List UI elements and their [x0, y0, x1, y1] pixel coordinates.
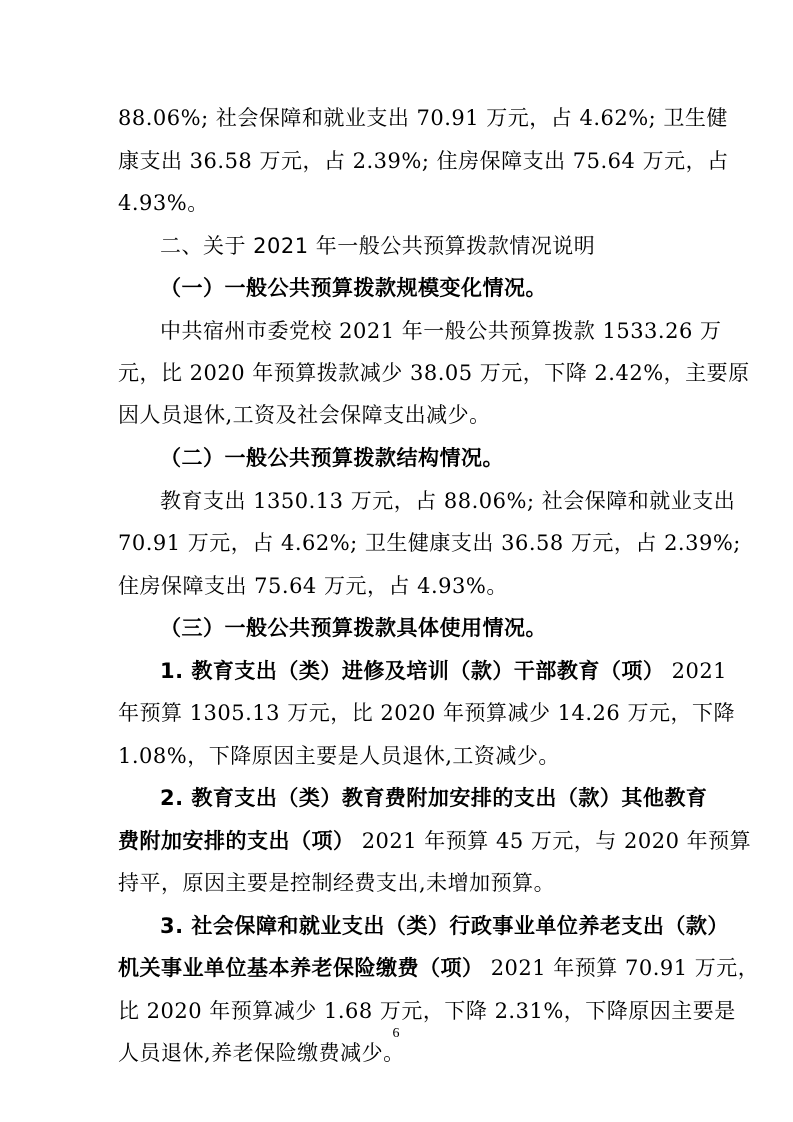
section-heading: 二、关于 2021 年一般公共预算拨款情况说明: [160, 234, 596, 258]
item-title: 2. 教育支出（类）教育费附加安排的支出（款）其他教育: [160, 786, 708, 810]
item-title: 3. 社会保障和就业支出（类）行政事业单位养老支出（款）: [160, 914, 729, 938]
paragraph-line: 年预算 1305.13 万元，比 2020 年预算减少 14.26 万元，下降: [118, 701, 735, 725]
paragraph-line: 教育支出 1350.13 万元，占 88.06%; 社会保障和就业支出: [160, 489, 736, 513]
paragraph-line: 住房保障支出 75.64 万元，占 4.93%。: [118, 574, 508, 598]
paragraph-line: 因人员退休,工资及社会保障支出减少。: [118, 403, 491, 427]
paragraph-line: 中共宿州市委党校 2021 年一般公共预算拨款 1533.26 万: [160, 319, 722, 343]
paragraph-line: 元，比 2020 年预算拨款减少 38.05 万元，下降 2.42%，主要原: [118, 361, 750, 385]
paragraph-line: 持平，原因主要是控制经费支出,未增加预算。: [118, 871, 556, 895]
item-line: [118, 826, 752, 856]
paragraph-line: 1.08%，下降原因主要是人员退休,工资减少。: [118, 744, 560, 768]
item-title: 费附加安排的支出（项）: [118, 829, 355, 853]
item-line: [118, 953, 760, 983]
paragraph-line: 人员退休,养老保险缴费减少。: [118, 1041, 405, 1065]
subsection-heading: （二）一般公共预算拨款结构情况。: [160, 446, 504, 470]
paragraph-line: 比 2020 年预算减少 1.68 万元，下降 2.31%，下降原因主要是: [118, 999, 736, 1023]
item-title: 机关事业单位基本养老保险缴费（项）: [118, 956, 484, 980]
paragraph-line: 4.93%。: [118, 191, 209, 215]
item-title: 1. 教育支出（类）进修及培训（款）干部教育（项）: [160, 659, 665, 683]
page-number: 6: [392, 1026, 400, 1041]
subsection-heading: （一）一般公共预算拨款规模变化情况。: [160, 276, 547, 300]
subsection-heading: （三）一般公共预算拨款具体使用情况。: [160, 616, 547, 640]
paragraph-line: 康支出 36.58 万元，占 2.39%; 住房保障支出 75.64 万元，占: [118, 149, 729, 173]
item-line: [160, 656, 728, 686]
paragraph-line: 70.91 万元，占 4.62%; 卫生健康支出 36.58 万元，占 2.39%;: [118, 531, 741, 555]
item-text: 2021 年预算 45 万元，与 2020 年预算: [361, 829, 752, 853]
item-text: 2021 年预算 70.91 万元，: [490, 956, 760, 980]
item-text: 2021: [671, 659, 728, 683]
paragraph-line: 88.06%; 社会保障和就业支出 70.91 万元，占 4.62%; 卫生健: [118, 106, 728, 130]
